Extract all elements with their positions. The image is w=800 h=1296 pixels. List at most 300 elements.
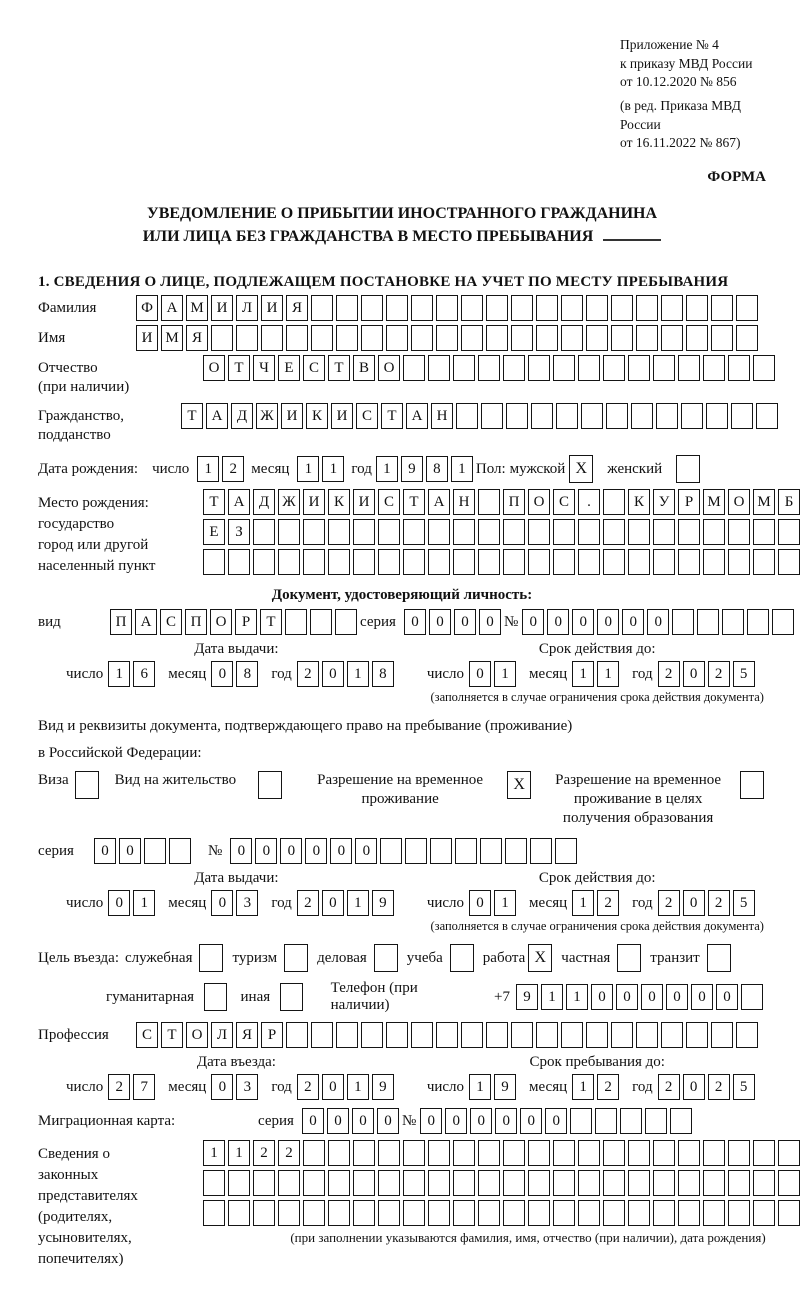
char-box[interactable]: Т	[228, 355, 250, 381]
char-box[interactable]: 0	[683, 890, 705, 916]
char-box[interactable]	[678, 549, 700, 575]
char-box[interactable]	[731, 403, 753, 429]
char-box[interactable]	[722, 609, 744, 635]
char-box[interactable]	[203, 1200, 225, 1226]
char-box[interactable]	[728, 1170, 750, 1196]
purpose-other-checkbox[interactable]	[280, 983, 302, 1011]
char-box[interactable]: Ж	[278, 489, 300, 515]
char-box[interactable]: Т	[403, 489, 425, 515]
char-box[interactable]: 9	[401, 456, 423, 482]
char-box[interactable]	[411, 1022, 433, 1048]
char-box[interactable]: 0	[495, 1108, 517, 1134]
char-box[interactable]	[697, 609, 719, 635]
char-box[interactable]	[480, 838, 502, 864]
char-box[interactable]	[253, 1200, 275, 1226]
char-box[interactable]	[645, 1108, 667, 1134]
char-box[interactable]: 0	[108, 890, 130, 916]
char-box[interactable]: Т	[181, 403, 203, 429]
char-box[interactable]: 2	[708, 1074, 730, 1100]
char-box[interactable]	[478, 355, 500, 381]
char-box[interactable]	[753, 1140, 775, 1166]
char-box[interactable]	[310, 609, 332, 635]
char-box[interactable]	[378, 519, 400, 545]
char-box[interactable]	[353, 1140, 375, 1166]
char-box[interactable]	[481, 403, 503, 429]
char-box[interactable]	[678, 1140, 700, 1166]
char-box[interactable]	[203, 1170, 225, 1196]
char-box[interactable]: 0	[470, 1108, 492, 1134]
char-box[interactable]: 3	[236, 1074, 258, 1100]
char-box[interactable]: 0	[377, 1108, 399, 1134]
char-box[interactable]	[328, 1170, 350, 1196]
char-box[interactable]	[428, 1170, 450, 1196]
char-box[interactable]: 0	[666, 984, 688, 1010]
char-box[interactable]	[144, 838, 166, 864]
char-box[interactable]	[303, 1140, 325, 1166]
char-box[interactable]: 0	[322, 1074, 344, 1100]
char-box[interactable]	[628, 519, 650, 545]
char-box[interactable]: 2	[597, 890, 619, 916]
char-box[interactable]: 2	[597, 1074, 619, 1100]
char-box[interactable]	[736, 1022, 758, 1048]
char-box[interactable]	[411, 295, 433, 321]
char-box[interactable]	[628, 355, 650, 381]
char-box[interactable]	[670, 1108, 692, 1134]
char-box[interactable]	[631, 403, 653, 429]
char-box[interactable]: А	[228, 489, 250, 515]
char-box[interactable]	[511, 325, 533, 351]
char-box[interactable]: 1	[541, 984, 563, 1010]
char-box[interactable]	[603, 549, 625, 575]
char-box[interactable]: 1	[197, 456, 219, 482]
char-box[interactable]	[778, 549, 800, 575]
char-box[interactable]: Я	[186, 325, 208, 351]
char-box[interactable]: 0	[597, 609, 619, 635]
char-box[interactable]	[453, 1170, 475, 1196]
char-box[interactable]	[353, 519, 375, 545]
char-box[interactable]: 0	[445, 1108, 467, 1134]
char-box[interactable]	[747, 609, 769, 635]
char-box[interactable]	[611, 325, 633, 351]
char-box[interactable]	[703, 355, 725, 381]
char-box[interactable]: Т	[161, 1022, 183, 1048]
char-box[interactable]	[728, 549, 750, 575]
char-box[interactable]	[278, 1170, 300, 1196]
char-box[interactable]	[335, 609, 357, 635]
char-box[interactable]: М	[753, 489, 775, 515]
char-box[interactable]	[511, 1022, 533, 1048]
char-box[interactable]	[686, 295, 708, 321]
char-box[interactable]: 1	[597, 661, 619, 687]
temp-residence-education-checkbox[interactable]	[740, 771, 764, 799]
char-box[interactable]	[536, 1022, 558, 1048]
char-box[interactable]	[578, 519, 600, 545]
char-box[interactable]	[736, 295, 758, 321]
char-box[interactable]	[678, 519, 700, 545]
char-box[interactable]	[578, 1140, 600, 1166]
char-box[interactable]	[578, 549, 600, 575]
char-box[interactable]: 2	[222, 456, 244, 482]
char-box[interactable]	[405, 838, 427, 864]
char-box[interactable]	[606, 403, 628, 429]
char-box[interactable]	[380, 838, 402, 864]
char-box[interactable]	[756, 403, 778, 429]
char-box[interactable]: 0	[211, 1074, 233, 1100]
char-box[interactable]	[506, 403, 528, 429]
char-box[interactable]: 0	[429, 609, 451, 635]
char-box[interactable]: 0	[647, 609, 669, 635]
char-box[interactable]	[678, 1170, 700, 1196]
char-box[interactable]	[778, 1200, 800, 1226]
char-box[interactable]: С	[160, 609, 182, 635]
char-box[interactable]: 0	[355, 838, 377, 864]
char-box[interactable]	[661, 295, 683, 321]
char-box[interactable]: 0	[94, 838, 116, 864]
char-box[interactable]	[505, 838, 527, 864]
char-box[interactable]	[528, 1140, 550, 1166]
char-box[interactable]: П	[503, 489, 525, 515]
purpose-private-checkbox[interactable]	[617, 944, 641, 972]
char-box[interactable]	[672, 609, 694, 635]
char-box[interactable]: К	[628, 489, 650, 515]
char-box[interactable]: 8	[372, 661, 394, 687]
char-box[interactable]	[278, 549, 300, 575]
char-box[interactable]	[778, 1170, 800, 1196]
char-box[interactable]	[586, 295, 608, 321]
char-box[interactable]: 2	[708, 661, 730, 687]
char-box[interactable]	[553, 355, 575, 381]
char-box[interactable]	[611, 1022, 633, 1048]
char-box[interactable]: С	[553, 489, 575, 515]
char-box[interactable]	[753, 1170, 775, 1196]
char-box[interactable]	[428, 1200, 450, 1226]
char-box[interactable]	[455, 838, 477, 864]
char-box[interactable]: 1	[572, 1074, 594, 1100]
char-box[interactable]: М	[161, 325, 183, 351]
char-box[interactable]	[678, 355, 700, 381]
char-box[interactable]: 1	[347, 890, 369, 916]
char-box[interactable]	[328, 1200, 350, 1226]
char-box[interactable]	[428, 549, 450, 575]
char-box[interactable]	[461, 295, 483, 321]
char-box[interactable]: 0	[305, 838, 327, 864]
char-box[interactable]: 0	[547, 609, 569, 635]
char-box[interactable]	[453, 1200, 475, 1226]
char-box[interactable]	[636, 1022, 658, 1048]
char-box[interactable]: Т	[381, 403, 403, 429]
char-box[interactable]	[203, 549, 225, 575]
residence-permit-checkbox[interactable]	[258, 771, 282, 799]
char-box[interactable]	[403, 1140, 425, 1166]
char-box[interactable]: 2	[297, 1074, 319, 1100]
char-box[interactable]: А	[161, 295, 183, 321]
char-box[interactable]: 9	[372, 1074, 394, 1100]
char-box[interactable]: 0	[280, 838, 302, 864]
char-box[interactable]	[528, 355, 550, 381]
char-box[interactable]: У	[653, 489, 675, 515]
char-box[interactable]	[403, 519, 425, 545]
char-box[interactable]: 0	[322, 890, 344, 916]
char-box[interactable]	[430, 838, 452, 864]
char-box[interactable]: Ч	[253, 355, 275, 381]
char-box[interactable]	[361, 325, 383, 351]
char-box[interactable]	[728, 355, 750, 381]
char-box[interactable]	[556, 403, 578, 429]
char-box[interactable]	[303, 519, 325, 545]
char-box[interactable]: Ф	[136, 295, 158, 321]
char-box[interactable]: С	[303, 355, 325, 381]
char-box[interactable]	[603, 1200, 625, 1226]
char-box[interactable]: 0	[211, 661, 233, 687]
char-box[interactable]	[531, 403, 553, 429]
char-box[interactable]	[553, 1200, 575, 1226]
char-box[interactable]: 2	[253, 1140, 275, 1166]
char-box[interactable]	[461, 325, 483, 351]
char-box[interactable]	[328, 519, 350, 545]
char-box[interactable]: Т	[328, 355, 350, 381]
char-box[interactable]	[778, 1140, 800, 1166]
char-box[interactable]: Д	[253, 489, 275, 515]
char-box[interactable]: И	[281, 403, 303, 429]
char-box[interactable]	[703, 1200, 725, 1226]
char-box[interactable]: 9	[516, 984, 538, 1010]
char-box[interactable]	[453, 519, 475, 545]
visa-checkbox[interactable]	[75, 771, 99, 799]
char-box[interactable]	[478, 1140, 500, 1166]
char-box[interactable]: А	[206, 403, 228, 429]
char-box[interactable]: 1	[133, 890, 155, 916]
char-box[interactable]: 0	[327, 1108, 349, 1134]
char-box[interactable]	[636, 295, 658, 321]
char-box[interactable]: П	[185, 609, 207, 635]
char-box[interactable]: Т	[260, 609, 282, 635]
char-box[interactable]	[678, 1200, 700, 1226]
char-box[interactable]	[228, 549, 250, 575]
char-box[interactable]: А	[406, 403, 428, 429]
char-box[interactable]	[328, 549, 350, 575]
char-box[interactable]: 1	[376, 456, 398, 482]
char-box[interactable]	[603, 519, 625, 545]
char-box[interactable]: О	[203, 355, 225, 381]
purpose-business-checkbox[interactable]	[374, 944, 398, 972]
char-box[interactable]	[586, 1022, 608, 1048]
char-box[interactable]	[378, 549, 400, 575]
char-box[interactable]: М	[186, 295, 208, 321]
char-box[interactable]	[561, 295, 583, 321]
char-box[interactable]: 1	[297, 456, 319, 482]
char-box[interactable]: Я	[286, 295, 308, 321]
char-box[interactable]: Т	[203, 489, 225, 515]
char-box[interactable]	[361, 295, 383, 321]
char-box[interactable]: О	[728, 489, 750, 515]
char-box[interactable]	[478, 1170, 500, 1196]
char-box[interactable]: 2	[708, 890, 730, 916]
sex-male-checkbox[interactable]: X	[569, 455, 593, 483]
char-box[interactable]	[378, 1140, 400, 1166]
char-box[interactable]	[253, 549, 275, 575]
char-box[interactable]	[511, 295, 533, 321]
char-box[interactable]	[336, 325, 358, 351]
char-box[interactable]	[772, 609, 794, 635]
char-box[interactable]	[561, 325, 583, 351]
char-box[interactable]	[603, 1170, 625, 1196]
char-box[interactable]	[286, 1022, 308, 1048]
char-box[interactable]: О	[186, 1022, 208, 1048]
char-box[interactable]	[285, 609, 307, 635]
char-box[interactable]: А	[428, 489, 450, 515]
sex-female-checkbox[interactable]	[676, 455, 700, 483]
char-box[interactable]: 1	[469, 1074, 491, 1100]
char-box[interactable]: Я	[236, 1022, 258, 1048]
char-box[interactable]: 1	[566, 984, 588, 1010]
char-box[interactable]	[628, 549, 650, 575]
char-box[interactable]	[503, 1200, 525, 1226]
char-box[interactable]: В	[353, 355, 375, 381]
char-box[interactable]	[169, 838, 191, 864]
char-box[interactable]: 5	[733, 890, 755, 916]
char-box[interactable]	[603, 355, 625, 381]
char-box[interactable]	[561, 1022, 583, 1048]
char-box[interactable]: 1	[322, 456, 344, 482]
char-box[interactable]	[361, 1022, 383, 1048]
char-box[interactable]	[336, 1022, 358, 1048]
char-box[interactable]	[628, 1140, 650, 1166]
char-box[interactable]	[628, 1200, 650, 1226]
char-box[interactable]	[620, 1108, 642, 1134]
char-box[interactable]: .	[578, 489, 600, 515]
char-box[interactable]	[303, 1200, 325, 1226]
char-box[interactable]	[253, 519, 275, 545]
char-box[interactable]	[603, 1140, 625, 1166]
char-box[interactable]: С	[356, 403, 378, 429]
char-box[interactable]: Н	[431, 403, 453, 429]
char-box[interactable]	[553, 519, 575, 545]
char-box[interactable]	[686, 325, 708, 351]
char-box[interactable]: 0	[616, 984, 638, 1010]
char-box[interactable]: Д	[231, 403, 253, 429]
char-box[interactable]	[553, 1140, 575, 1166]
char-box[interactable]: К	[306, 403, 328, 429]
char-box[interactable]	[278, 1200, 300, 1226]
char-box[interactable]: Е	[278, 355, 300, 381]
char-box[interactable]: 0	[404, 609, 426, 635]
char-box[interactable]	[555, 838, 577, 864]
char-box[interactable]	[528, 549, 550, 575]
char-box[interactable]	[428, 1140, 450, 1166]
char-box[interactable]	[436, 295, 458, 321]
char-box[interactable]: 0	[255, 838, 277, 864]
char-box[interactable]	[311, 325, 333, 351]
char-box[interactable]: А	[135, 609, 157, 635]
purpose-work-checkbox[interactable]: X	[528, 944, 552, 972]
char-box[interactable]	[778, 519, 800, 545]
char-box[interactable]	[681, 403, 703, 429]
char-box[interactable]	[328, 1140, 350, 1166]
char-box[interactable]	[436, 1022, 458, 1048]
char-box[interactable]: К	[328, 489, 350, 515]
char-box[interactable]: 3	[236, 890, 258, 916]
char-box[interactable]	[403, 549, 425, 575]
char-box[interactable]: 0	[479, 609, 501, 635]
char-box[interactable]	[503, 1140, 525, 1166]
char-box[interactable]	[528, 1170, 550, 1196]
char-box[interactable]: 1	[572, 661, 594, 687]
char-box[interactable]: 0	[454, 609, 476, 635]
char-box[interactable]	[686, 1022, 708, 1048]
char-box[interactable]: 9	[494, 1074, 516, 1100]
char-box[interactable]: 0	[545, 1108, 567, 1134]
char-box[interactable]	[728, 1140, 750, 1166]
char-box[interactable]: 0	[572, 609, 594, 635]
char-box[interactable]	[578, 1200, 600, 1226]
char-box[interactable]: З	[228, 519, 250, 545]
char-box[interactable]: О	[378, 355, 400, 381]
char-box[interactable]	[528, 519, 550, 545]
char-box[interactable]	[653, 1140, 675, 1166]
char-box[interactable]: 0	[522, 609, 544, 635]
char-box[interactable]	[578, 1170, 600, 1196]
char-box[interactable]: 1	[347, 1074, 369, 1100]
char-box[interactable]: 2	[658, 661, 680, 687]
char-box[interactable]	[403, 1200, 425, 1226]
char-box[interactable]	[736, 325, 758, 351]
char-box[interactable]	[581, 403, 603, 429]
char-box[interactable]: 0	[520, 1108, 542, 1134]
char-box[interactable]: Л	[236, 295, 258, 321]
temp-residence-checkbox[interactable]: X	[507, 771, 531, 799]
char-box[interactable]	[453, 549, 475, 575]
char-box[interactable]: И	[353, 489, 375, 515]
char-box[interactable]	[378, 1200, 400, 1226]
char-box[interactable]	[503, 519, 525, 545]
purpose-tourism-checkbox[interactable]	[284, 944, 308, 972]
char-box[interactable]: 1	[203, 1140, 225, 1166]
char-box[interactable]: 0	[322, 661, 344, 687]
char-box[interactable]	[311, 1022, 333, 1048]
char-box[interactable]	[478, 489, 500, 515]
char-box[interactable]: 0	[469, 890, 491, 916]
char-box[interactable]: Н	[453, 489, 475, 515]
char-box[interactable]: 0	[119, 838, 141, 864]
char-box[interactable]: Р	[235, 609, 257, 635]
char-box[interactable]	[303, 549, 325, 575]
char-box[interactable]: 1	[347, 661, 369, 687]
char-box[interactable]	[570, 1108, 592, 1134]
char-box[interactable]: С	[136, 1022, 158, 1048]
char-box[interactable]	[228, 1170, 250, 1196]
char-box[interactable]: 1	[494, 890, 516, 916]
char-box[interactable]	[478, 519, 500, 545]
char-box[interactable]: 2	[658, 1074, 680, 1100]
char-box[interactable]	[411, 325, 433, 351]
char-box[interactable]	[503, 1170, 525, 1196]
char-box[interactable]	[703, 1140, 725, 1166]
char-box[interactable]	[578, 355, 600, 381]
char-box[interactable]	[353, 1170, 375, 1196]
char-box[interactable]: 0	[622, 609, 644, 635]
char-box[interactable]: 0	[330, 838, 352, 864]
char-box[interactable]	[253, 1170, 275, 1196]
char-box[interactable]	[703, 549, 725, 575]
char-box[interactable]	[211, 325, 233, 351]
char-box[interactable]	[453, 355, 475, 381]
char-box[interactable]: 0	[469, 661, 491, 687]
char-box[interactable]	[711, 1022, 733, 1048]
char-box[interactable]	[703, 519, 725, 545]
char-box[interactable]: Р	[678, 489, 700, 515]
char-box[interactable]	[428, 355, 450, 381]
char-box[interactable]	[403, 1170, 425, 1196]
